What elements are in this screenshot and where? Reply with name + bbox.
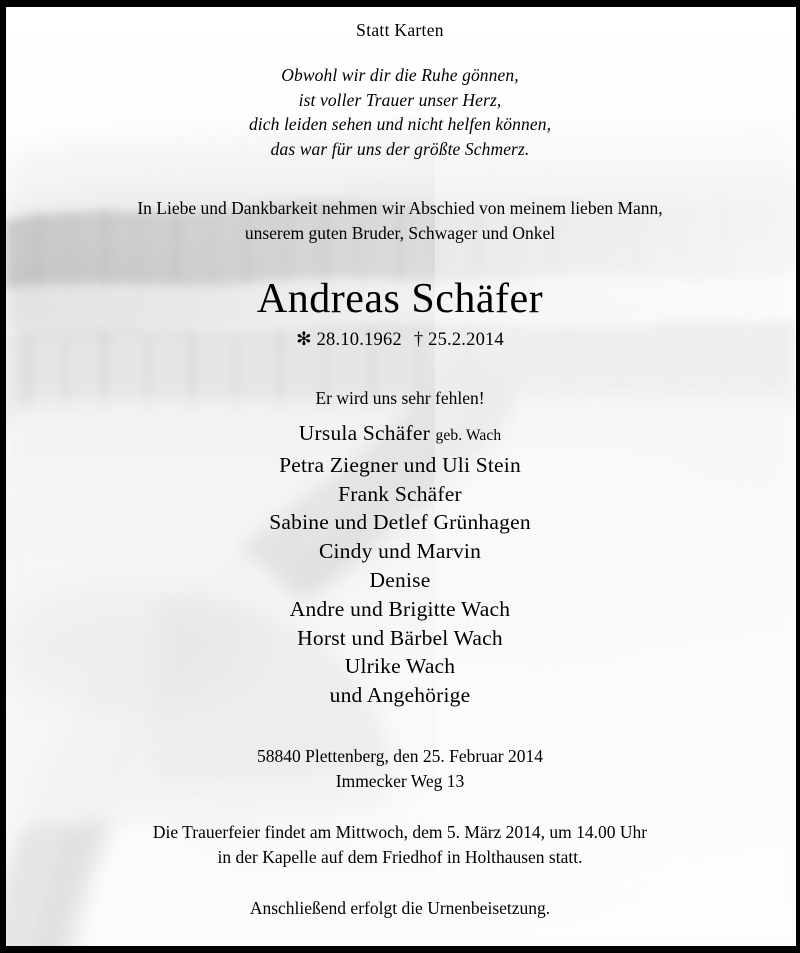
- survivor-entry: Andre und Brigitte Wach: [289, 596, 511, 621]
- survivor-entry: Denise: [369, 567, 431, 592]
- deceased-first-name: Andreas: [256, 276, 401, 322]
- ceremony-details: [0, 820, 800, 870]
- verse-line: ist voller Trauer unser Herz,: [298, 89, 502, 110]
- deceased-last-name: Schäfer: [411, 276, 544, 322]
- survivor-name: Ursula Schäfer: [298, 421, 430, 445]
- address-city-date: 58840 Plettenberg, den 25. Februar 2014: [257, 746, 543, 766]
- survivor-entry: Petra Ziegner und Uli Stein: [279, 452, 521, 477]
- life-dates: [0, 329, 800, 351]
- birth-date: 28.10.1962: [316, 330, 402, 350]
- survivor-entry: Ulrike Wach: [344, 654, 456, 679]
- memorial-verse: [0, 63, 800, 161]
- survivor-entry: [0, 419, 800, 451]
- survivor-entry: Sabine und Detlef Grünhagen: [269, 510, 531, 535]
- survivor-maiden-name: geb. Wach: [435, 427, 502, 444]
- statt-karten-heading: Statt Karten: [356, 20, 444, 40]
- verse-line: das war für uns der größte Schmerz.: [270, 138, 530, 159]
- ceremony-line: in der Kapelle auf dem Friedhof in Holthausen statt.: [217, 847, 583, 867]
- farewell-intro-text: [0, 196, 800, 246]
- survivor-entry: und Angehörige: [329, 683, 471, 708]
- burial-note: Anschließend erfolgt die Urnenbeisetzung.: [249, 898, 551, 918]
- birth-symbol-icon: ✻: [296, 330, 312, 350]
- intro-line: In Liebe und Dankbarkeit nehmen wir Abschied von meinem lieben Mann,: [137, 198, 663, 218]
- address-street: Immecker Weg 13: [335, 771, 465, 791]
- verse-line: Obwohl wir dir die Ruhe gönnen,: [281, 65, 519, 85]
- address-block: [0, 744, 800, 794]
- intro-line: unserem guten Bruder, Schwager und Onkel: [244, 223, 556, 243]
- survivor-entry: Cindy und Marvin: [318, 539, 482, 564]
- death-date: 25.2.2014: [428, 330, 504, 350]
- deceased-name: [0, 275, 800, 323]
- survivor-entry: Horst und Bärbel Wach: [297, 625, 503, 650]
- survivors-list: [0, 419, 800, 710]
- missing-statement: Er wird uns sehr fehlen!: [315, 388, 485, 408]
- death-symbol-icon: †: [413, 330, 424, 350]
- survivor-entry: Frank Schäfer: [338, 481, 462, 506]
- verse-line: dich leiden sehen und nicht helfen können,: [248, 114, 552, 134]
- ceremony-line: Die Trauerfeier findet am Mittwoch, dem 5. März 2014, um 14.00 Uhr: [152, 822, 648, 842]
